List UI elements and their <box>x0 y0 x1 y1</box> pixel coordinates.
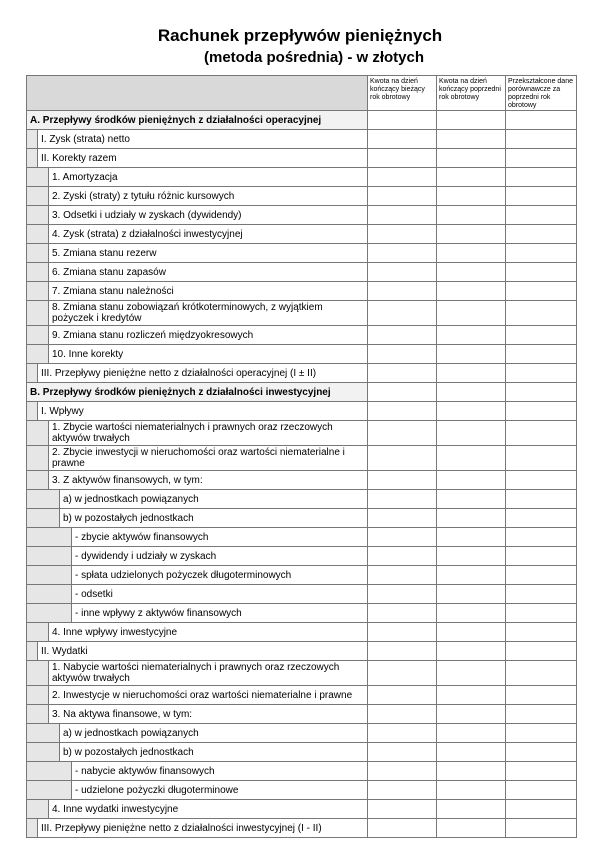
row-label: 4. Inne wydatki inwestycyjne <box>52 803 179 815</box>
previous-year-value-cell[interactable] <box>437 301 506 326</box>
row-label-cell <box>27 743 368 762</box>
restated-value-cell[interactable] <box>506 566 577 585</box>
row-label-cell <box>27 509 368 528</box>
restated-value-cell[interactable] <box>506 471 577 490</box>
row-label: 9. Zmiana stanu rozliczeń międzyokresowych <box>52 329 254 341</box>
previous-year-value-cell[interactable] <box>437 471 506 490</box>
row-label: 1. Zbycie wartości niematerialnych i prawnych oraz rzeczowych aktywów trwałych <box>52 422 333 444</box>
row-label-cell <box>27 364 368 383</box>
table-header-row <box>27 76 577 111</box>
row-label: - dywidendy i udziały w zyskach <box>75 550 217 562</box>
restated-value-cell[interactable] <box>506 364 577 383</box>
table-row <box>27 705 577 724</box>
indent-spacer <box>27 446 49 470</box>
header-description-cell <box>27 76 368 111</box>
row-label: - udzielone pożyczki długoterminowe <box>75 784 239 796</box>
row-label-cell <box>27 149 368 168</box>
current-year-value-cell[interactable] <box>368 800 437 819</box>
restated-value-cell[interactable] <box>506 130 577 149</box>
restated-value-cell[interactable] <box>506 282 577 301</box>
indent-spacer <box>27 225 49 243</box>
previous-year-value-cell[interactable] <box>437 705 506 724</box>
table-row <box>27 509 577 528</box>
current-year-value-cell[interactable] <box>368 383 437 402</box>
current-year-value-cell[interactable] <box>368 566 437 585</box>
table-row <box>27 149 577 168</box>
current-year-value-cell[interactable] <box>368 187 437 206</box>
indent-spacer <box>27 421 49 445</box>
previous-year-value-cell[interactable] <box>437 244 506 263</box>
current-year-value-cell[interactable] <box>368 282 437 301</box>
row-label-cell <box>27 130 368 149</box>
row-label-cell <box>27 446 368 471</box>
current-year-value-cell[interactable] <box>368 111 437 130</box>
current-year-value-cell[interactable] <box>368 225 437 244</box>
restated-value-cell[interactable] <box>506 800 577 819</box>
current-year-value-cell[interactable] <box>368 421 437 446</box>
table-row <box>27 326 577 345</box>
indent-spacer <box>27 642 38 660</box>
row-label: II. Wydatki <box>41 645 88 657</box>
restated-value-cell[interactable] <box>506 446 577 471</box>
row-label-cell <box>27 421 368 446</box>
row-label: - inne wpływy z aktywów finansowych <box>75 607 242 619</box>
table-row <box>27 623 577 642</box>
row-label: 2. Inwestycje w nieruchomości oraz wartości niematerialne i prawne <box>52 689 353 701</box>
restated-value-cell[interactable] <box>506 781 577 800</box>
restated-value-cell[interactable] <box>506 263 577 282</box>
current-year-value-cell[interactable] <box>368 762 437 781</box>
row-label: III. Przepływy pieniężne netto z działalności inwestycyjnej (I - II) <box>41 822 322 834</box>
table-row <box>27 421 577 446</box>
restated-value-cell[interactable] <box>506 149 577 168</box>
previous-year-value-cell[interactable] <box>437 661 506 686</box>
table-row <box>27 762 577 781</box>
row-label-cell <box>27 642 368 661</box>
current-year-value-cell[interactable] <box>368 604 437 623</box>
previous-year-value-cell[interactable] <box>437 686 506 705</box>
row-label: 10. Inne korekty <box>52 348 124 360</box>
row-label-cell <box>27 244 368 263</box>
indent-spacer <box>27 471 49 489</box>
current-year-value-cell[interactable] <box>368 130 437 149</box>
restated-value-cell[interactable] <box>506 509 577 528</box>
indent-spacer <box>27 547 72 565</box>
previous-year-value-cell[interactable] <box>437 566 506 585</box>
row-label-cell <box>27 686 368 705</box>
current-year-value-cell[interactable] <box>368 705 437 724</box>
section-row <box>27 383 577 402</box>
table-row <box>27 800 577 819</box>
indent-spacer <box>27 490 60 508</box>
row-label-cell <box>27 566 368 585</box>
current-year-value-cell[interactable] <box>368 509 437 528</box>
row-label-cell <box>27 724 368 743</box>
indent-spacer <box>27 326 49 344</box>
indent-spacer <box>27 623 49 641</box>
row-label-cell <box>27 383 368 402</box>
previous-year-value-cell[interactable] <box>437 263 506 282</box>
current-year-value-cell[interactable] <box>368 623 437 642</box>
indent-spacer <box>27 705 49 723</box>
indent-spacer <box>27 187 49 205</box>
indent-spacer <box>27 686 49 704</box>
restated-value-cell[interactable] <box>506 402 577 421</box>
indent-spacer <box>27 762 72 780</box>
current-year-value-cell[interactable] <box>368 263 437 282</box>
row-label: - odsetki <box>75 588 113 600</box>
row-label: 3. Odsetki i udziały w zyskach (dywidendy) <box>52 209 242 221</box>
current-year-value-cell[interactable] <box>368 301 437 326</box>
table-row <box>27 566 577 585</box>
indent-spacer <box>27 206 49 224</box>
current-year-value-cell[interactable] <box>368 743 437 762</box>
current-year-value-cell[interactable] <box>368 547 437 566</box>
row-label: I. Zysk (strata) netto <box>41 133 130 145</box>
previous-year-value-cell[interactable] <box>437 187 506 206</box>
indent-spacer <box>27 282 49 300</box>
indent-spacer <box>27 585 72 603</box>
document-subtitle: (metoda pośrednia) - w złotych <box>203 49 425 66</box>
row-label-cell <box>27 800 368 819</box>
previous-year-value-cell[interactable] <box>437 421 506 446</box>
header-previous-year: Kwota na dzień kończący poprzedni rok obrotowy <box>437 76 506 111</box>
table-row <box>27 781 577 800</box>
restated-value-cell[interactable] <box>506 724 577 743</box>
row-label: 8. Zmiana stanu zobowiązań krótkoterminowych, z wyjątkiem pożyczek i kredytów <box>52 302 323 324</box>
current-year-value-cell[interactable] <box>368 168 437 187</box>
restated-value-cell[interactable] <box>506 345 577 364</box>
row-label-cell <box>27 225 368 244</box>
previous-year-value-cell[interactable] <box>437 402 506 421</box>
previous-year-value-cell[interactable] <box>437 364 506 383</box>
restated-value-cell[interactable] <box>506 585 577 604</box>
table-row <box>27 244 577 263</box>
indent-spacer <box>27 661 49 685</box>
indent-spacer <box>27 149 38 167</box>
previous-year-value-cell[interactable] <box>437 743 506 762</box>
indent-spacer <box>27 263 49 281</box>
previous-year-value-cell[interactable] <box>437 623 506 642</box>
indent-spacer <box>27 168 49 186</box>
table-row <box>27 225 577 244</box>
indent-spacer <box>27 364 38 382</box>
indent-spacer <box>27 528 72 546</box>
previous-year-value-cell[interactable] <box>437 490 506 509</box>
row-label: - spłata udzielonych pożyczek długoterminowych <box>75 569 292 581</box>
table-row <box>27 446 577 471</box>
section-title: A. Przepływy środków pieniężnych z działalności operacyjnej <box>30 114 322 126</box>
previous-year-value-cell[interactable] <box>437 446 506 471</box>
previous-year-value-cell[interactable] <box>437 604 506 623</box>
table-row <box>27 402 577 421</box>
row-label: - nabycie aktywów finansowych <box>75 765 215 777</box>
restated-value-cell[interactable] <box>506 225 577 244</box>
restated-value-cell[interactable] <box>506 301 577 326</box>
current-year-value-cell[interactable] <box>368 819 437 838</box>
current-year-value-cell[interactable] <box>368 686 437 705</box>
current-year-value-cell[interactable] <box>368 490 437 509</box>
row-label: 4. Inne wpływy inwestycyjne <box>52 626 178 638</box>
previous-year-value-cell[interactable] <box>437 383 506 402</box>
row-label: 3. Na aktywa finansowe, w tym: <box>52 708 193 720</box>
previous-year-value-cell[interactable] <box>437 509 506 528</box>
row-label-cell <box>27 661 368 686</box>
table-row <box>27 168 577 187</box>
current-year-value-cell[interactable] <box>368 724 437 743</box>
row-label: 4. Zysk (strata) z działalności inwestycyjnej <box>52 228 243 240</box>
previous-year-value-cell[interactable] <box>437 149 506 168</box>
row-label-cell <box>27 263 368 282</box>
previous-year-value-cell[interactable] <box>437 819 506 838</box>
indent-spacer <box>27 130 38 148</box>
current-year-value-cell[interactable] <box>368 364 437 383</box>
row-label-cell <box>27 402 368 421</box>
table-row <box>27 686 577 705</box>
restated-value-cell[interactable] <box>506 547 577 566</box>
indent-spacer <box>27 743 60 761</box>
current-year-value-cell[interactable] <box>368 781 437 800</box>
previous-year-value-cell[interactable] <box>437 225 506 244</box>
current-year-value-cell[interactable] <box>368 326 437 345</box>
previous-year-value-cell[interactable] <box>437 800 506 819</box>
section-title: B. Przepływy środków pieniężnych z działalności inwestycyjnej <box>30 386 331 398</box>
row-label-cell <box>27 345 368 364</box>
indent-spacer <box>27 604 72 622</box>
row-label-cell <box>27 705 368 724</box>
row-label: 7. Zmiana stanu należności <box>52 285 174 297</box>
row-label-cell <box>27 168 368 187</box>
row-label-cell <box>27 623 368 642</box>
row-label-cell <box>27 762 368 781</box>
row-label-cell <box>27 547 368 566</box>
table-row <box>27 263 577 282</box>
restated-value-cell[interactable] <box>506 623 577 642</box>
row-label-cell <box>27 187 368 206</box>
previous-year-value-cell[interactable] <box>437 762 506 781</box>
restated-value-cell[interactable] <box>506 326 577 345</box>
restated-value-cell[interactable] <box>506 187 577 206</box>
indent-spacer <box>27 402 38 420</box>
row-label: II. Korekty razem <box>41 152 117 164</box>
row-label: 3. Z aktywów finansowych, w tym: <box>52 474 203 486</box>
document-title: Rachunek przepływów pieniężnych <box>157 26 443 45</box>
row-label: 6. Zmiana stanu zapasów <box>52 266 166 278</box>
current-year-value-cell[interactable] <box>368 244 437 263</box>
restated-value-cell[interactable] <box>506 705 577 724</box>
row-label-cell <box>27 282 368 301</box>
current-year-value-cell[interactable] <box>368 642 437 661</box>
row-label-cell <box>27 781 368 800</box>
header-current-year: Kwota na dzień kończący bieżący rok obrotowy <box>368 76 437 111</box>
table-row <box>27 547 577 566</box>
table-row <box>27 490 577 509</box>
indent-spacer <box>27 509 60 527</box>
row-label: 5. Zmiana stanu rezerw <box>52 247 157 259</box>
indent-spacer <box>27 724 60 742</box>
previous-year-value-cell[interactable] <box>437 547 506 566</box>
previous-year-value-cell[interactable] <box>437 781 506 800</box>
restated-value-cell[interactable] <box>506 661 577 686</box>
header-restated-data: Przekształcone dane porównawcze za poprzedni rok obrotowy <box>506 76 577 111</box>
table-row <box>27 819 577 838</box>
current-year-value-cell[interactable] <box>368 345 437 364</box>
current-year-value-cell[interactable] <box>368 206 437 225</box>
row-label: 2. Zbycie inwestycji w nieruchomości oraz wartości niematerialne i prawne <box>52 447 345 469</box>
indent-spacer <box>27 301 49 325</box>
table-row <box>27 743 577 762</box>
previous-year-value-cell[interactable] <box>437 282 506 301</box>
current-year-value-cell[interactable] <box>368 402 437 421</box>
restated-value-cell[interactable] <box>506 421 577 446</box>
row-label: - zbycie aktywów finansowych <box>75 531 209 543</box>
table-row <box>27 724 577 743</box>
table-row <box>27 471 577 490</box>
restated-value-cell[interactable] <box>506 604 577 623</box>
table-row <box>27 528 577 547</box>
row-label-cell <box>27 585 368 604</box>
row-label-cell <box>27 528 368 547</box>
row-label: 1. Nabycie wartości niematerialnych i prawnych oraz rzeczowych aktywów trwałych <box>52 662 340 684</box>
restated-value-cell[interactable] <box>506 642 577 661</box>
table-row <box>27 345 577 364</box>
table-row <box>27 130 577 149</box>
cash-flow-table <box>26 75 577 838</box>
row-label-cell <box>27 206 368 225</box>
row-label: 2. Zyski (straty) z tytułu różnic kursowych <box>52 190 235 202</box>
previous-year-value-cell[interactable] <box>437 724 506 743</box>
restated-value-cell[interactable] <box>506 206 577 225</box>
current-year-value-cell[interactable] <box>368 471 437 490</box>
indent-spacer <box>27 244 49 262</box>
row-label: b) w pozostałych jednostkach <box>63 746 194 758</box>
indent-spacer <box>27 345 49 363</box>
row-label: I. Wpływy <box>41 405 84 417</box>
current-year-value-cell[interactable] <box>368 585 437 604</box>
previous-year-value-cell[interactable] <box>437 345 506 364</box>
table-row <box>27 661 577 686</box>
previous-year-value-cell[interactable] <box>437 642 506 661</box>
restated-value-cell[interactable] <box>506 743 577 762</box>
table-row <box>27 282 577 301</box>
restated-value-cell[interactable] <box>506 111 577 130</box>
row-label-cell <box>27 111 368 130</box>
restated-value-cell[interactable] <box>506 490 577 509</box>
row-label: III. Przepływy pieniężne netto z działalności operacyjnej (I ± II) <box>41 367 317 379</box>
previous-year-value-cell[interactable] <box>437 528 506 547</box>
current-year-value-cell[interactable] <box>368 446 437 471</box>
previous-year-value-cell[interactable] <box>437 206 506 225</box>
restated-value-cell[interactable] <box>506 528 577 547</box>
row-label: a) w jednostkach powiązanych <box>63 493 199 505</box>
row-label-cell <box>27 604 368 623</box>
current-year-value-cell[interactable] <box>368 661 437 686</box>
section-row <box>27 111 577 130</box>
indent-spacer <box>27 819 38 837</box>
restated-value-cell[interactable] <box>506 244 577 263</box>
table-row <box>27 301 577 326</box>
table-row <box>27 187 577 206</box>
current-year-value-cell[interactable] <box>368 149 437 168</box>
row-label-cell <box>27 819 368 838</box>
restated-value-cell[interactable] <box>506 762 577 781</box>
table-row <box>27 642 577 661</box>
previous-year-value-cell[interactable] <box>437 168 506 187</box>
table-row <box>27 585 577 604</box>
row-label-cell <box>27 471 368 490</box>
row-label-cell <box>27 490 368 509</box>
table-row <box>27 206 577 225</box>
previous-year-value-cell[interactable] <box>437 111 506 130</box>
row-label: b) w pozostałych jednostkach <box>63 512 194 524</box>
row-label: a) w jednostkach powiązanych <box>63 727 199 739</box>
restated-value-cell[interactable] <box>506 686 577 705</box>
restated-value-cell[interactable] <box>506 819 577 838</box>
table-row <box>27 364 577 383</box>
table-row <box>27 604 577 623</box>
current-year-value-cell[interactable] <box>368 528 437 547</box>
row-label: 1. Amortyzacja <box>52 171 118 183</box>
previous-year-value-cell[interactable] <box>437 585 506 604</box>
previous-year-value-cell[interactable] <box>437 326 506 345</box>
row-label-cell <box>27 301 368 326</box>
row-label-cell <box>27 326 368 345</box>
restated-value-cell[interactable] <box>506 383 577 402</box>
indent-spacer <box>27 800 49 818</box>
previous-year-value-cell[interactable] <box>437 130 506 149</box>
restated-value-cell[interactable] <box>506 168 577 187</box>
indent-spacer <box>27 566 72 584</box>
indent-spacer <box>27 781 72 799</box>
